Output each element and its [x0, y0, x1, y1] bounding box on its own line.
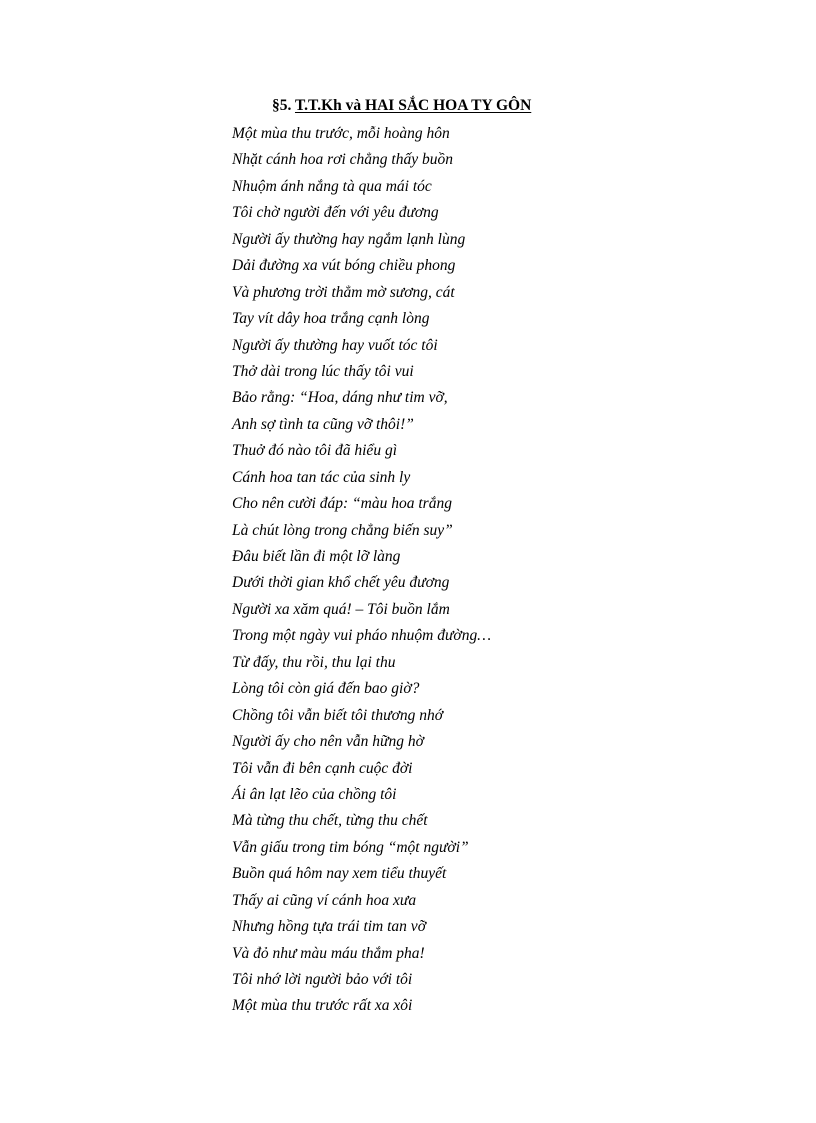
- poem-line: Tôi nhớ lời người bảo với tôi: [232, 971, 413, 988]
- section-heading: [272, 96, 531, 116]
- poem-line: Trong một ngày vui pháo nhuộm đường…: [232, 627, 491, 645]
- poem-line: Thấy ai cũng ví cánh hoa xưa: [232, 891, 417, 909]
- poem-line: Mà từng thu chết, từng thu chết: [232, 812, 428, 830]
- poem-line: Dải đường xa vút bóng chiều phong: [232, 257, 456, 275]
- poem-line: Cho nên cười đáp: “màu hoa trắng: [232, 495, 452, 513]
- poem-line: Nhưng hồng tựa trái tim tan vỡ: [232, 918, 426, 936]
- poem-line: Và phương trời thẳm mờ sương, cát: [232, 283, 455, 301]
- poem-line: Tay vít dây hoa trắng cạnh lòng: [232, 310, 430, 328]
- poem-line: Thuở đó nào tôi đã hiểu gì: [232, 442, 397, 460]
- poem-line: Lòng tôi còn giá đến bao giờ?: [232, 680, 420, 698]
- poem-line: Từ đấy, thu rồi, thu lại thu: [232, 653, 396, 671]
- poem-line: Một mùa thu trước rất xa xôi: [232, 997, 413, 1015]
- poem-line: Anh sợ tình ta cũng vỡ thôi!”: [232, 415, 414, 433]
- poem-line: Người xa xăm quá! – Tôi buồn lắm: [232, 600, 450, 618]
- poem-line: Người ấy thường hay vuốt tóc tôi: [232, 336, 438, 354]
- poem-line: Một mùa thu trước, mỗi hoàng hôn: [232, 125, 450, 142]
- poem-line: Nhặt cánh hoa rơi chẳng thấy buồn: [232, 151, 453, 169]
- poem-line: Tôi vẫn đi bên cạnh cuộc đời: [232, 759, 413, 777]
- poem-line: Cánh hoa tan tác của sinh ly: [232, 468, 411, 486]
- poem-line: Vẫn giấu trong tim bóng “một người”: [232, 838, 469, 856]
- poem-line: Đâu biết lần đi một lỡ làng: [232, 548, 401, 565]
- poem-body: [232, 121, 491, 1020]
- poem-line: Dưới thời gian khổ chết yêu đương: [232, 574, 450, 592]
- section-number: §5.: [272, 97, 292, 114]
- poem-line: Và đỏ như màu máu thắm pha!: [232, 944, 425, 962]
- poem-line: Thở dài trong lúc thấy tôi vui: [232, 362, 414, 380]
- poem-line: Buồn quá hôm nay xem tiểu thuyết: [232, 865, 447, 883]
- poem-line: Nhuộm ánh nắng tà qua mái tóc: [232, 177, 432, 195]
- poem-line: Chồng tôi vẫn biết tôi thương nhớ: [232, 706, 443, 724]
- poem-line: Ái ân lạt lẽo của chồng tôi: [232, 785, 397, 803]
- poem-line: Tôi chờ người đến với yêu đương: [232, 204, 439, 222]
- poem-line: Người ấy cho nên vẫn hững hờ: [232, 733, 424, 751]
- poem-line: Người ấy thường hay ngắm lạnh lùng: [232, 230, 466, 248]
- section-title: T.T.Kh và HAI SẮC HOA TY GÔN: [294, 97, 532, 114]
- poem-line: Là chút lòng trong chẳng biến suy”: [232, 521, 453, 539]
- poem-line: Bảo rằng: “Hoa, dáng như tim vỡ,: [232, 389, 448, 407]
